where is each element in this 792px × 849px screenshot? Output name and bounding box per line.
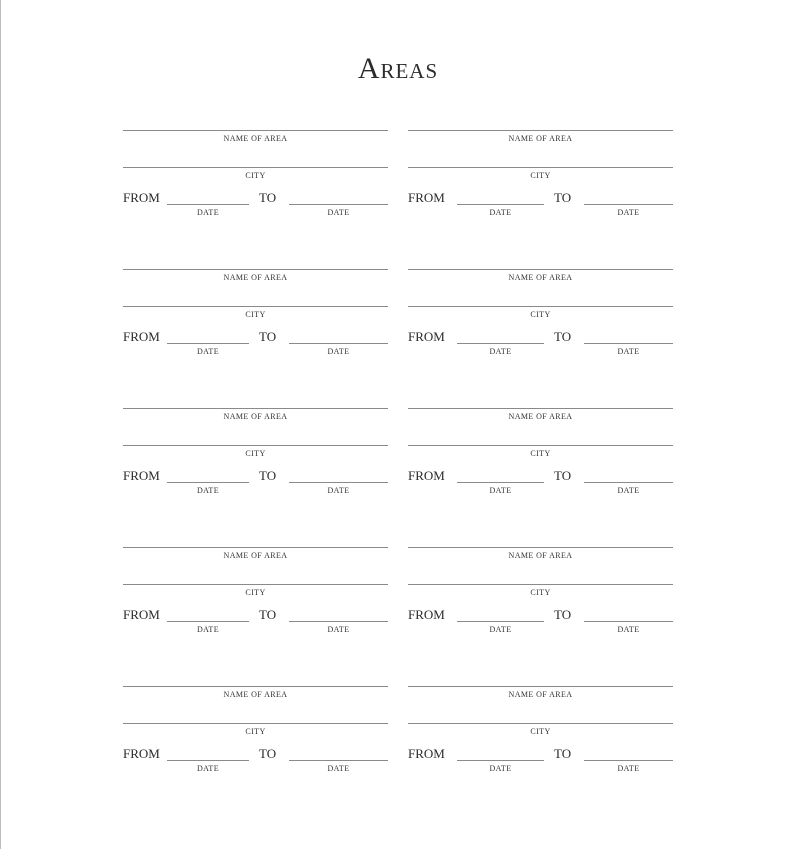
to-label: TO — [259, 329, 277, 344]
to-date-field[interactable] — [584, 760, 673, 761]
to-label: TO — [259, 190, 277, 205]
name-of-area-field[interactable] — [408, 547, 673, 548]
from-date-caption: DATE — [196, 486, 220, 495]
to-date-caption: DATE — [617, 347, 640, 356]
to-label: TO — [554, 468, 572, 483]
city-field[interactable] — [123, 167, 388, 168]
area-entry — [123, 408, 388, 508]
to-date-field[interactable] — [584, 482, 673, 483]
name-of-area-field[interactable] — [408, 269, 673, 270]
area-entry — [123, 130, 388, 230]
to-label: TO — [259, 607, 277, 622]
area-entry — [408, 547, 673, 647]
to-date-field[interactable] — [584, 621, 673, 622]
city-field[interactable] — [123, 306, 388, 307]
to-date-caption: DATE — [617, 208, 640, 217]
to-date-field[interactable] — [289, 343, 388, 344]
city-field[interactable] — [408, 167, 673, 168]
city-caption: CITY — [530, 588, 551, 597]
from-date-caption: DATE — [489, 625, 512, 634]
to-label: TO — [259, 468, 277, 483]
city-field[interactable] — [408, 306, 673, 307]
name-of-area-caption: NAME OF AREA — [223, 134, 288, 143]
to-date-field[interactable] — [584, 343, 673, 344]
area-entry — [123, 547, 388, 647]
name-of-area-field[interactable] — [123, 408, 388, 409]
name-of-area-field[interactable] — [408, 130, 673, 131]
to-date-caption: DATE — [327, 208, 350, 217]
area-entry — [408, 686, 673, 786]
to-date-caption: DATE — [327, 347, 350, 356]
to-label: TO — [554, 329, 572, 344]
name-of-area-caption: NAME OF AREA — [223, 690, 288, 699]
from-date-field[interactable] — [457, 621, 544, 622]
city-field[interactable] — [123, 445, 388, 446]
from-label: FROM — [408, 468, 445, 483]
name-of-area-field[interactable] — [123, 269, 388, 270]
to-date-field[interactable] — [584, 204, 673, 205]
name-of-area-caption: NAME OF AREA — [508, 273, 573, 282]
from-label: FROM — [408, 607, 445, 622]
from-date-field[interactable] — [167, 760, 249, 761]
to-label: TO — [259, 746, 277, 761]
from-date-caption: DATE — [196, 625, 220, 634]
to-date-caption: DATE — [327, 764, 350, 773]
area-entry — [408, 269, 673, 369]
from-label: FROM — [408, 190, 445, 205]
to-date-field[interactable] — [289, 482, 388, 483]
from-date-field[interactable] — [167, 482, 249, 483]
from-label: FROM — [408, 329, 445, 344]
from-label: FROM — [123, 329, 160, 344]
from-label: FROM — [123, 468, 160, 483]
name-of-area-caption: NAME OF AREA — [223, 273, 288, 282]
city-caption: CITY — [530, 727, 551, 736]
to-date-caption: DATE — [617, 764, 640, 773]
name-of-area-field[interactable] — [123, 130, 388, 131]
to-date-caption: DATE — [617, 486, 640, 495]
area-entry — [123, 686, 388, 786]
from-date-field[interactable] — [457, 343, 544, 344]
name-of-area-field[interactable] — [123, 686, 388, 687]
city-field[interactable] — [408, 445, 673, 446]
to-date-caption: DATE — [327, 625, 350, 634]
to-date-field[interactable] — [289, 204, 388, 205]
to-date-field[interactable] — [289, 760, 388, 761]
city-field[interactable] — [123, 584, 388, 585]
area-entry — [408, 408, 673, 508]
to-date-caption: DATE — [327, 486, 350, 495]
city-caption: CITY — [245, 727, 266, 736]
city-caption: CITY — [245, 171, 266, 180]
name-of-area-caption: NAME OF AREA — [508, 551, 573, 560]
city-caption: CITY — [245, 449, 266, 458]
to-date-caption: DATE — [617, 625, 640, 634]
name-of-area-field[interactable] — [408, 408, 673, 409]
from-label: FROM — [123, 190, 160, 205]
name-of-area-caption: NAME OF AREA — [223, 551, 288, 560]
from-label: FROM — [408, 746, 445, 761]
from-date-field[interactable] — [167, 204, 249, 205]
from-date-field[interactable] — [457, 760, 544, 761]
to-label: TO — [554, 607, 572, 622]
from-date-caption: DATE — [196, 347, 220, 356]
from-date-field[interactable] — [167, 343, 249, 344]
to-label: TO — [554, 746, 572, 761]
from-date-field[interactable] — [167, 621, 249, 622]
city-field[interactable] — [408, 584, 673, 585]
name-of-area-caption: NAME OF AREA — [508, 134, 573, 143]
name-of-area-caption: NAME OF AREA — [508, 690, 573, 699]
from-date-caption: DATE — [196, 208, 220, 217]
from-label: FROM — [123, 607, 160, 622]
city-field[interactable] — [408, 723, 673, 724]
area-entry — [408, 130, 673, 230]
page-title: Areas — [357, 52, 439, 85]
city-caption: CITY — [245, 588, 266, 597]
from-date-caption: DATE — [489, 486, 512, 495]
city-caption: CITY — [245, 310, 266, 319]
from-date-field[interactable] — [457, 204, 544, 205]
from-date-caption: DATE — [196, 764, 220, 773]
from-date-caption: DATE — [489, 208, 512, 217]
to-date-field[interactable] — [289, 621, 388, 622]
from-date-field[interactable] — [457, 482, 544, 483]
city-caption: CITY — [530, 171, 551, 180]
from-label: FROM — [123, 746, 160, 761]
city-caption: CITY — [530, 449, 551, 458]
city-field[interactable] — [123, 723, 388, 724]
to-label: TO — [554, 190, 572, 205]
from-date-caption: DATE — [489, 347, 512, 356]
name-of-area-field[interactable] — [123, 547, 388, 548]
from-date-caption: DATE — [489, 764, 512, 773]
name-of-area-caption: NAME OF AREA — [508, 412, 573, 421]
area-entry — [123, 269, 388, 369]
city-caption: CITY — [530, 310, 551, 319]
name-of-area-field[interactable] — [408, 686, 673, 687]
name-of-area-caption: NAME OF AREA — [223, 412, 288, 421]
